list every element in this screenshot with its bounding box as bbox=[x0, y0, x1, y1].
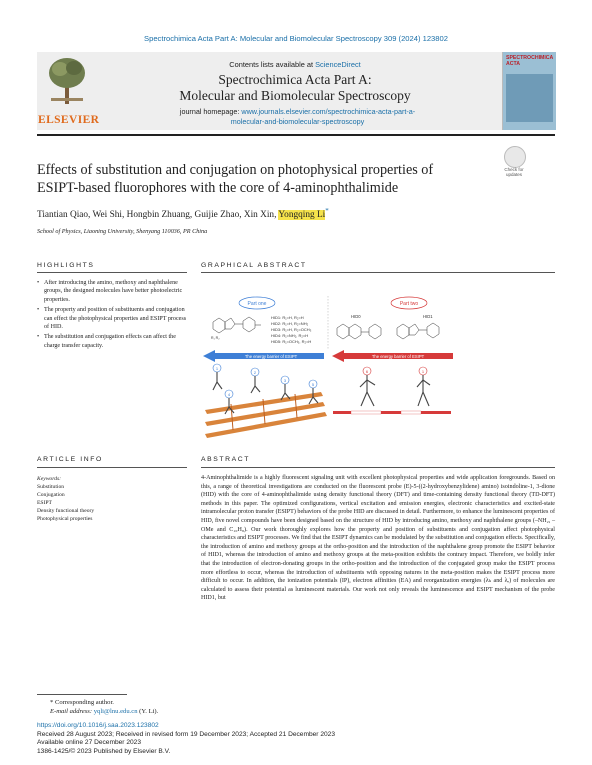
molecule-r-label: R₁ R₂ bbox=[211, 336, 220, 340]
runner-number: 3 bbox=[283, 378, 287, 383]
runner-number: 4 bbox=[227, 392, 231, 397]
received-dates: Received 28 August 2023; Received in revised form 19 December 2023; Accepted 21 December 2023 bbox=[37, 730, 335, 738]
corresponding-author-note: Corresponding author. bbox=[54, 699, 114, 706]
title-line2: ESIPT-based fluorophores with the core of 4-aminophthalimide bbox=[37, 180, 399, 196]
elsevier-tree-icon bbox=[46, 56, 88, 106]
corresponding-author-name[interactable]: Yongqing Li bbox=[278, 210, 326, 221]
runner-number: 6 bbox=[365, 369, 369, 374]
homepage-link-line2[interactable]: molecular-and-biomolecular-spectroscopy bbox=[230, 116, 365, 126]
journal-reference[interactable]: Spectrochimica Acta Part A: Molecular and Biomolecular Spectroscopy 309 (2024) 123802 bbox=[144, 34, 448, 43]
homepage-label: journal homepage: bbox=[179, 107, 242, 116]
elsevier-logo[interactable] bbox=[38, 54, 100, 128]
substituent-line: HID1: R₁=H, R₂=H bbox=[271, 315, 304, 320]
graphical-abstract-divider bbox=[201, 272, 555, 273]
journal-cover-thumbnail[interactable] bbox=[502, 52, 556, 130]
keyword-item: Conjugation bbox=[37, 492, 65, 498]
corresponding-author-mark[interactable]: * bbox=[325, 207, 329, 215]
check-updates-icon bbox=[504, 146, 526, 168]
left-barrier-text: The energy barrier of ESIPT bbox=[244, 354, 298, 359]
right-barrier-text: The energy barrier of ESIPT bbox=[371, 354, 425, 359]
highlights-list bbox=[37, 279, 187, 352]
highlights-heading: HIGHLIGHTS bbox=[37, 262, 95, 269]
check-for-updates-badge[interactable] bbox=[500, 146, 528, 180]
article-info-heading: ARTICLE INFO bbox=[37, 456, 103, 463]
article-title bbox=[37, 161, 477, 197]
keyword-item: Density functional theory bbox=[37, 508, 95, 514]
runner-number: 2 bbox=[253, 370, 257, 375]
journal-name bbox=[100, 72, 490, 104]
footnote-mark: * bbox=[50, 699, 54, 706]
cover-title: SPECTROCHIMICA ACTA bbox=[506, 55, 554, 67]
journal-name-line1: Spectrochimica Acta Part A: bbox=[218, 72, 372, 87]
runner-number: 1 bbox=[421, 369, 425, 374]
hid0-label: HID0 bbox=[351, 314, 361, 319]
abstract-heading: ABSTRACT bbox=[201, 456, 251, 463]
available-online: Available online 27 December 2023 bbox=[37, 739, 141, 747]
keyword-item: Photophysical properties bbox=[37, 516, 93, 522]
sciencedirect-link[interactable]: ScienceDirect bbox=[315, 60, 361, 69]
part-two-label: Part two bbox=[399, 301, 419, 307]
hid1-label: HID1 bbox=[423, 314, 433, 319]
highlight-item: • The substitution and conjugation effects can affect the charge transfer capacity. bbox=[37, 333, 187, 350]
graphical-abstract-figure[interactable] bbox=[201, 292, 455, 440]
substituent-line: HID4: R₁=NH₂, R₂=H bbox=[271, 333, 309, 338]
abstract-divider bbox=[201, 467, 555, 468]
author-list bbox=[37, 207, 517, 220]
header-divider bbox=[37, 134, 555, 136]
article-info-divider bbox=[37, 467, 187, 468]
substituent-line: HID2: R₁=H, R₂=NH₂ bbox=[271, 321, 309, 326]
email-link[interactable]: yqli@lnu.edu.cn bbox=[93, 708, 138, 715]
publisher-logo-text: ELSEVIER bbox=[38, 114, 100, 126]
check-updates-line2: updates bbox=[505, 172, 522, 177]
keywords-label: Keywords: bbox=[37, 476, 62, 482]
highlight-item: • The property and position of substituents and conjugation can effect the photophysical properties and ESIPT process of HID. bbox=[37, 306, 187, 331]
check-updates-line1: Check for bbox=[504, 167, 524, 172]
runner-number: 5 bbox=[311, 382, 315, 387]
keyword-item: ESIPT bbox=[37, 500, 52, 506]
title-line1: Effects of substitution and conjugation on photophysical properties of bbox=[37, 162, 434, 178]
journal-name-line2: Molecular and Biomolecular Spectroscopy bbox=[179, 88, 411, 103]
contents-prefix: Contents lists available at bbox=[229, 60, 316, 69]
contents-line bbox=[100, 60, 490, 69]
check-updates-text bbox=[500, 167, 528, 177]
publication-info bbox=[37, 722, 335, 756]
keyword-item: Substitution bbox=[37, 484, 65, 490]
affiliation: School of Physics, Liaoning University, Shenyang 110036, PR China bbox=[37, 228, 208, 235]
journal-homepage bbox=[130, 107, 465, 126]
footnote-divider bbox=[37, 694, 127, 695]
cover-image bbox=[506, 74, 553, 122]
homepage-link-line1[interactable]: www.journals.elsevier.com/spectrochimica-acta-part-a- bbox=[241, 107, 416, 116]
substituent-line: HID5: R₁=OCH₃, R₂=H bbox=[271, 339, 312, 344]
runner-number: 1 bbox=[215, 366, 219, 371]
corresponding-footnote bbox=[50, 698, 158, 716]
abstract-text: 4-Aminophthalimide is a highly fluorescent signaling unit with excellent photophysical properties and wide application foregrounds. Based on this, a range of theoretical investigations are conducted on the fluorescent probe (E)-5-((2-hydroxybenzylidene) amino) isoindoline-1, 3-dione (HID) with the core of 4-aminophthalimide using density functional theory (DFT) and time-containing density functional theory (TD-DFT) methods in this paper. The optimized configurations, vertical excitation and emission energies, electronic characteristics and excited-state intramolecular proton transfer (ESIPT) behaviors of the probe HID are discussed in detail. Furthermore, to enhance the luminescent properties of HID, five novel compounds have been designed based on the structure of HID by introducing amino, methoxy and naphthalene groups (–NH₂, –OMe and C₁₀H₈). Our work thoroughly explores how the property and position of substituents and conjugation affect photophysical characteristics and ESIPT processes. We find that the ESIPT dynamics can be modulated by the substitution and conjugation effects. Specifically, the introduction of amino and methoxy groups at the ortho-position and the introduction of the naphthalene group promote the ESIPT behavior of HID1, whereas the introduction of amino and methoxy groups at the meta-position exhibits the contrary impact. Therefore, we boldly infer that the introduction of electron-donating groups in the ortho-position and the introduction of the conjugated group make the ESIPT process more effortless to occur, whereas the introduction of substituents with opposing natures in the meta-position makes the ESIPT process more difficult to occur. In addition, the ionization potentials (IP), electron affinities (EA) and reorganization energies (λₕ and λₑ) of molecules are calculated to assess their potential as luminescent materials. Our work not only reveals the luminescence and ESIPT mechanism of the probe HID1, but bbox=[201, 475, 555, 602]
part-one-label: Part one bbox=[247, 301, 267, 307]
authors-text: Tiantian Qiao, Wei Shi, Hongbin Zhuang, Guijie Zhao, Xin Xin, bbox=[37, 210, 279, 221]
doi-link[interactable]: https://doi.org/10.1016/j.saa.2023.123802 bbox=[37, 722, 159, 729]
right-running-track bbox=[333, 411, 451, 414]
substituent-line: HID3: R₁=H, R₂=OCH₃ bbox=[271, 327, 312, 332]
keywords-block bbox=[37, 475, 187, 523]
highlights-divider bbox=[37, 272, 187, 273]
email-label: E-mail address: bbox=[50, 708, 94, 715]
email-suffix: (Y. Li). bbox=[137, 708, 159, 715]
highlight-item: • After introducing the amino, methoxy and naphthalene groups, the designed molecules have better photoelectric properties. bbox=[37, 279, 187, 304]
graphical-abstract-heading: GRAPHICAL ABSTRACT bbox=[201, 262, 307, 269]
issn-copyright: 1386-1425/© 2023 Published by Elsevier B.V. bbox=[37, 747, 171, 755]
